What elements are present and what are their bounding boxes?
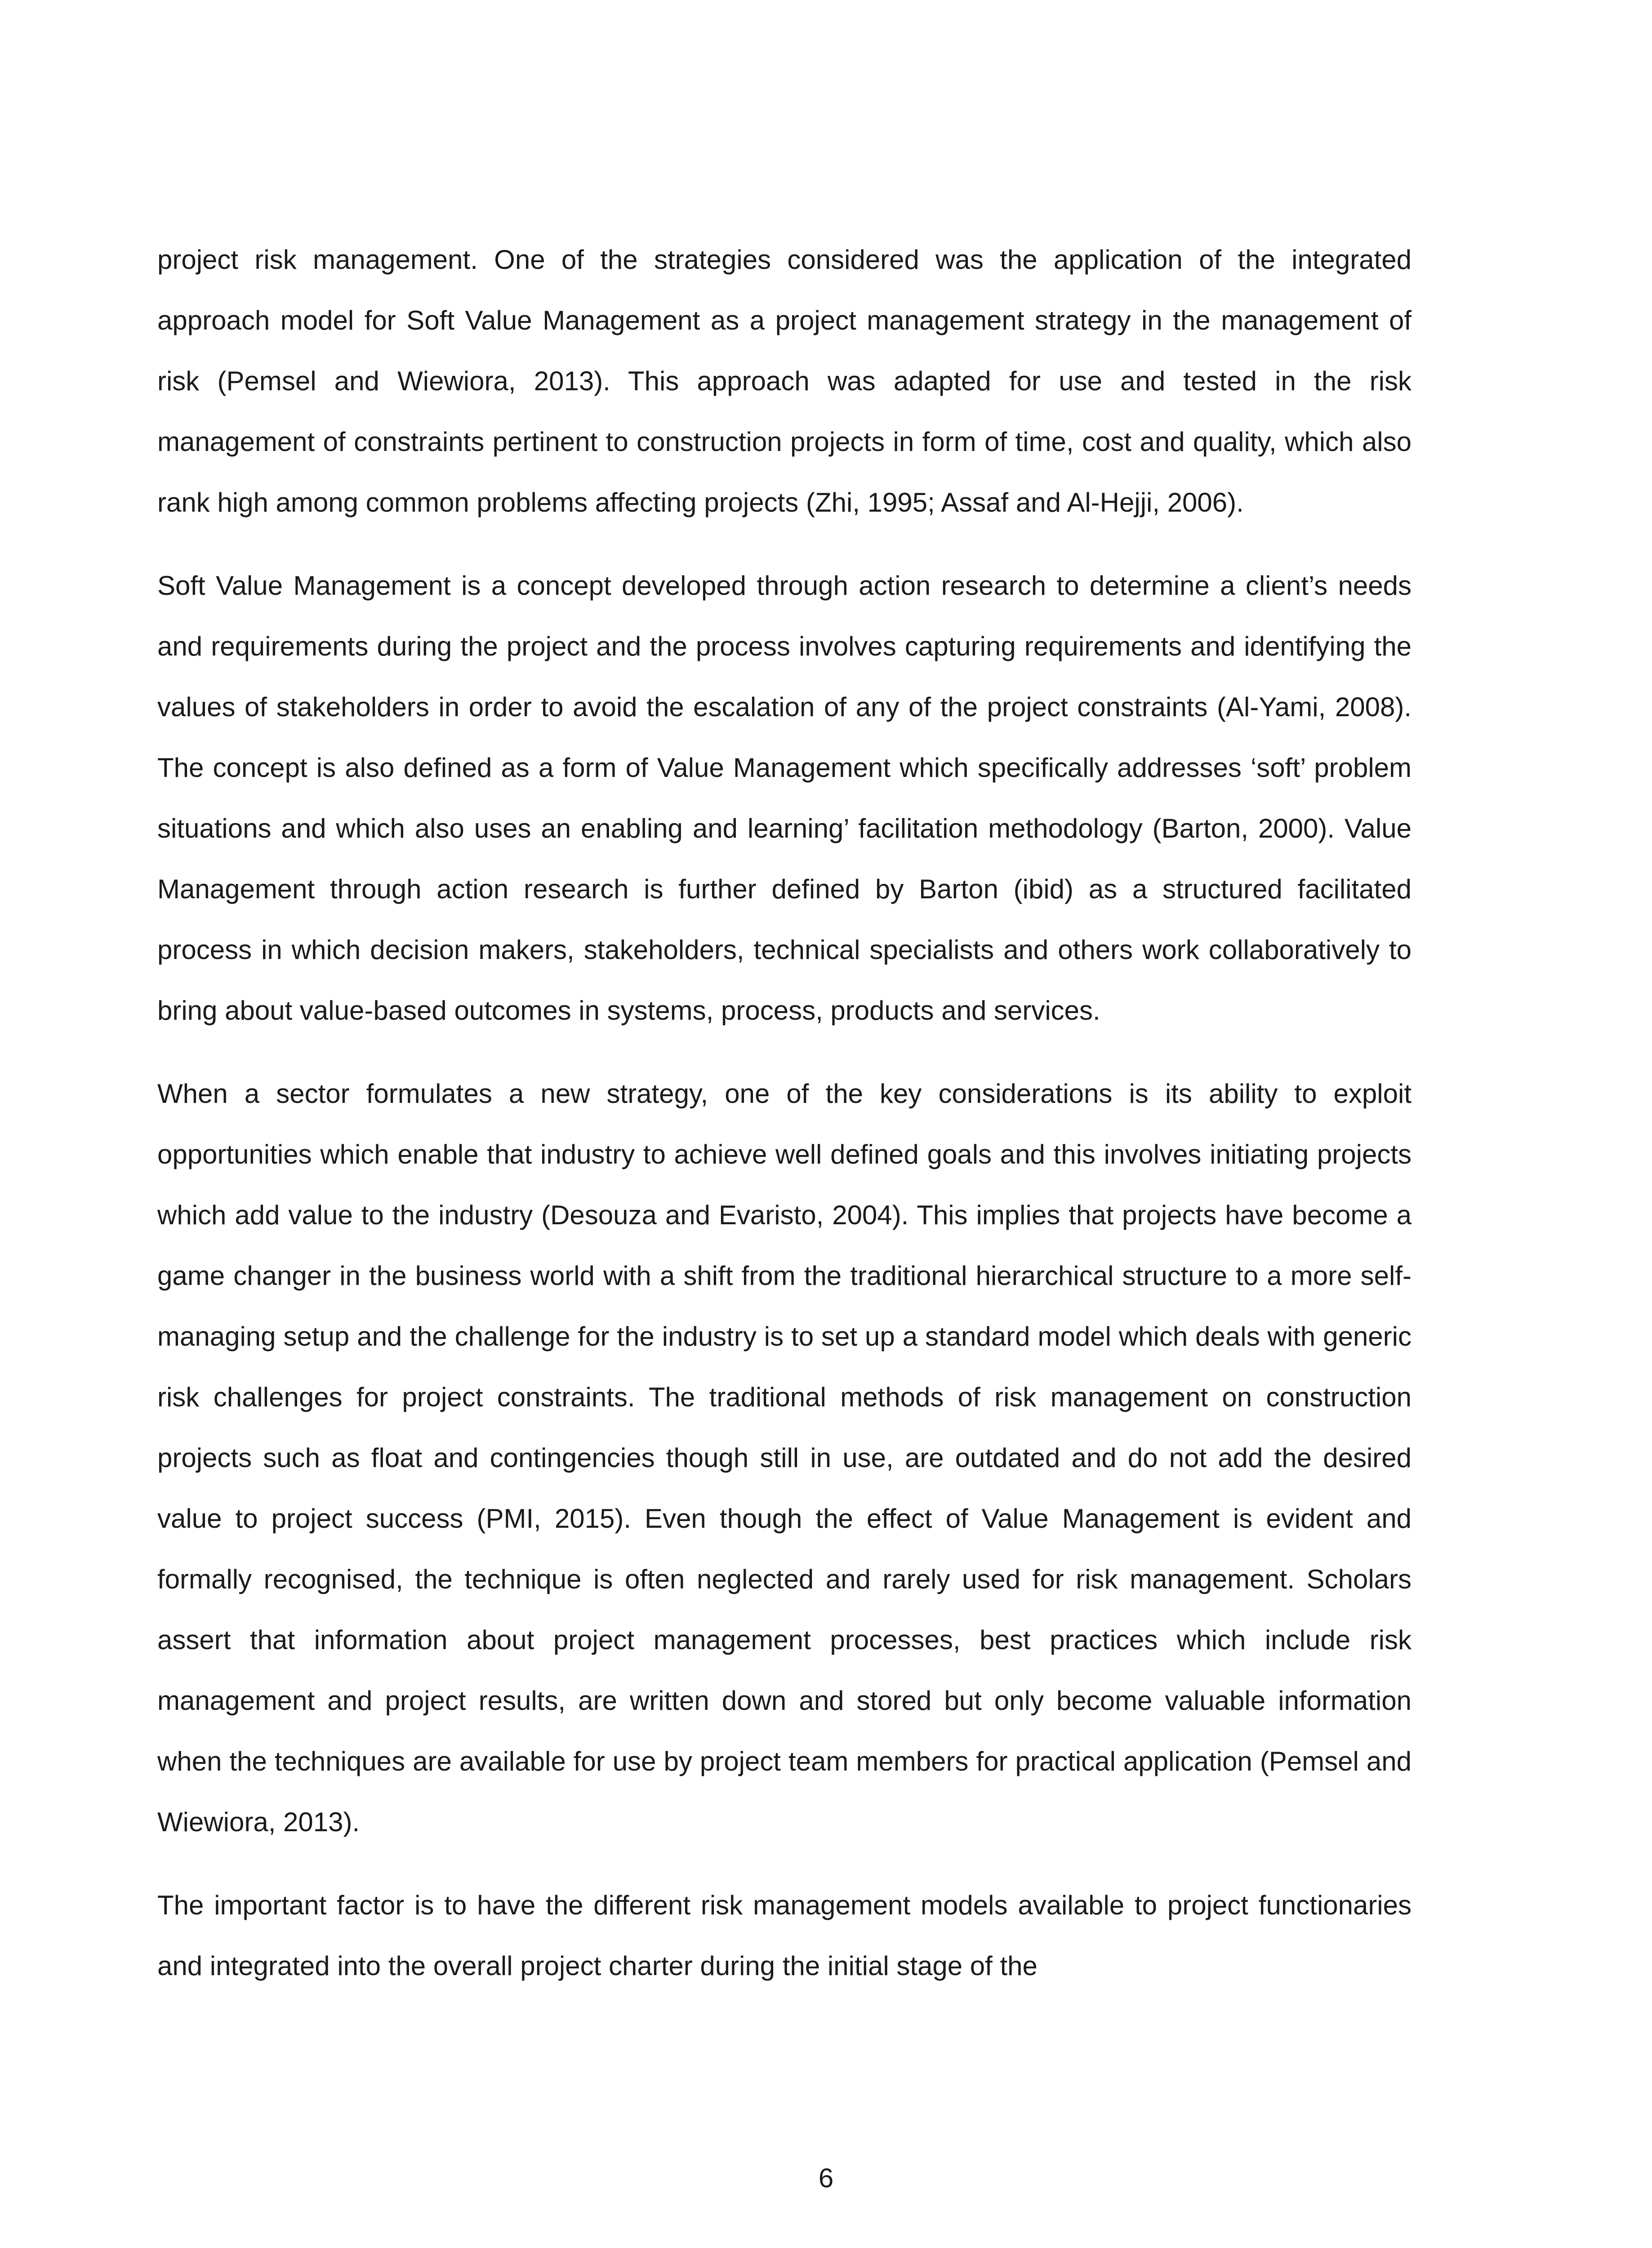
body-text bbox=[157, 229, 1412, 2019]
paragraph-3: When a sector formulates a new strategy, one of the key considerations is its ability to exploit opportunities which enable that industry to achieve well defined goals and this involves initiating projects which add value to the industry (Desouza and Evaristo, 2004). This implies that projects have become a game changer in the business world with a shift from the traditional hierarchical structure to a more self-managing setup and the challenge for the industry is to set up a standard model which deals with generic risk challenges for project constraints. The traditional methods of risk management on construction projects such as float and contingencies though still in use, are outdated and do not add the desired value to project success (PMI, 2015). Even though the effect of Value Management is evident and formally recognised, the technique is often neglected and rarely used for risk management. Scholars assert that information about project management processes, best practices which include risk management and project results, are written down and stored but only become valuable information when the techniques are available for use by project team members for practical application (Pemsel and Wiewiora, 2013). bbox=[157, 1079, 1412, 1837]
page-number: 6 bbox=[818, 2163, 834, 2193]
paragraph-2: Soft Value Management is a concept developed through action research to determine a client’s needs and requirements during the project and the process involves capturing requirements and identifying the values of stakeholders in order to avoid the escalation of any of the project constraints (Al-Yami, 2008). The concept is also defined as a form of Value Management which specifically addresses ‘soft’ problem situations and which also uses an enabling and learning’ facilitation methodology (Barton, 2000). Value Management through action research is further defined by Barton (ibid) as a structured facilitated process in which decision makers, stakeholders, technical specialists and others work collaboratively to bring about value-based outcomes in systems, process, products and services. bbox=[157, 571, 1412, 1026]
paragraph-1: project risk management. One of the strategies considered was the application of the integrated approach model for Soft Value Management as a project management strategy in the management of risk (Pemsel and Wiewiora, 2013). This approach was adapted for use and tested in the risk management of constraints pertinent to construction projects in form of time, cost and quality, which also rank high among common problems affecting projects (Zhi, 1995; Assaf and Al-Hejji, 2006). bbox=[157, 245, 1412, 517]
paragraph-4: The important factor is to have the different risk management models available to project functionaries and integrated into the overall project charter during the initial stage of the bbox=[157, 1890, 1412, 1981]
